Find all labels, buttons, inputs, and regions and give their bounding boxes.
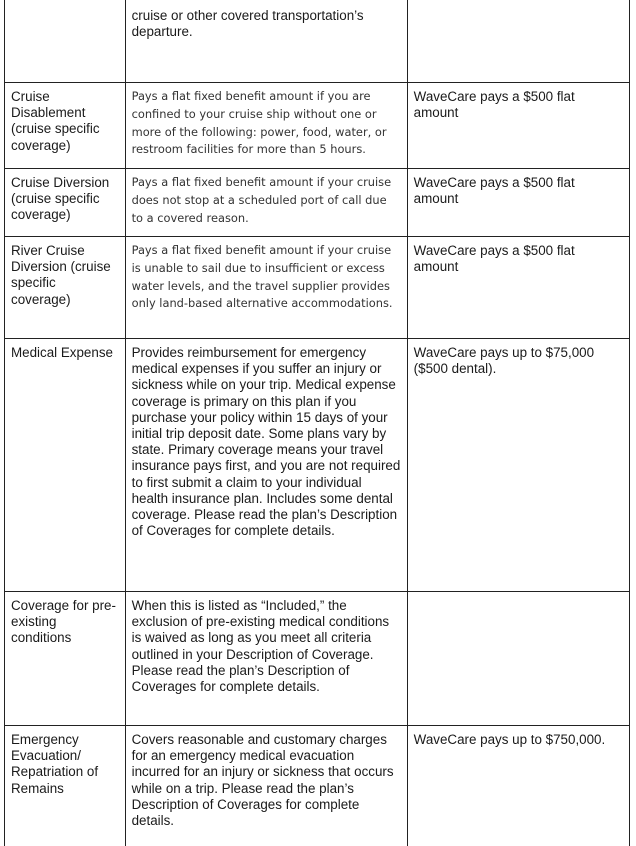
coverage-name-cell: Cruise Diversion (cruise specific coverage) bbox=[5, 169, 126, 237]
table-row bbox=[5, 726, 630, 846]
coverage-amount-cell: WaveCare pays up to $75,000 ($500 dental). bbox=[407, 339, 629, 592]
coverage-name-cell: Cruise Disablement (cruise specific coverage) bbox=[5, 83, 126, 169]
table-row bbox=[5, 339, 630, 592]
coverage-amount-cell: WaveCare pays up to $750,000. bbox=[407, 726, 629, 846]
coverage-name-cell: River Cruise Diversion (cruise specific coverage) bbox=[5, 237, 126, 339]
coverage-amount-cell bbox=[407, 0, 629, 83]
table-row bbox=[5, 83, 630, 169]
coverage-amount-cell: WaveCare pays a $500 flat amount bbox=[407, 237, 629, 339]
coverage-amount-cell: WaveCare pays a $500 flat amount bbox=[407, 83, 629, 169]
coverage-name-cell: Medical Expense bbox=[5, 339, 126, 592]
coverage-name-cell bbox=[5, 0, 126, 83]
coverage-description-cell: Pays a flat fixed benefit amount if your cruise does not stop at a scheduled port of call due to a covered reason. bbox=[125, 169, 407, 237]
coverage-description-cell: Covers reasonable and customary charges for an emergency medical evacuation incurred for an injury or sickness that occurs while on a trip. Please read the plan’s Description of Coverages for complete details. bbox=[125, 726, 407, 846]
coverage-amount-cell: WaveCare pays a $500 flat amount bbox=[407, 169, 629, 237]
coverage-name-cell: Coverage for pre-existing conditions bbox=[5, 592, 126, 726]
coverage-description-cell: Provides reimbursement for emergency medical expenses if you suffer an injury or sickness while on your trip. Medical expense coverage is primary on this plan if you purchase your policy within 15 days of your initial trip deposit date. Some plans vary by state. Primary coverage means your travel insurance pays first, and you are not required to first submit a claim to your individual health insurance plan. Includes some dental coverage. Please read the plan’s Description of Coverages for complete details. bbox=[125, 339, 407, 592]
coverage-description-cell: When this is listed as “Included,” the exclusion of pre-existing medical conditions is waived as long as you meet all criteria outlined in your Description of Coverage. Please read the plan’s Description of Coverages for complete details. bbox=[125, 592, 407, 726]
coverage-table bbox=[4, 0, 630, 846]
table-row bbox=[5, 169, 630, 237]
coverage-name-cell: Emergency Evacuation/ Repatriation of Remains bbox=[5, 726, 126, 846]
coverage-description-cell: Pays a flat fixed benefit amount if your cruise is unable to sail due to insufficient or excess water levels, and the travel supplier provides only land-based alternative accommodations. bbox=[125, 237, 407, 339]
coverage-description-cell: Pays a flat fixed benefit amount if you are confined to your cruise ship without one or more of the following: power, food, water, or restroom facilities for more than 5 hours. bbox=[125, 83, 407, 169]
table-row bbox=[5, 237, 630, 339]
coverage-description-cell: cruise or other covered transportation’s departure. bbox=[125, 0, 407, 83]
table-row bbox=[5, 592, 630, 726]
coverage-amount-cell bbox=[407, 592, 629, 726]
table-row bbox=[5, 0, 630, 83]
